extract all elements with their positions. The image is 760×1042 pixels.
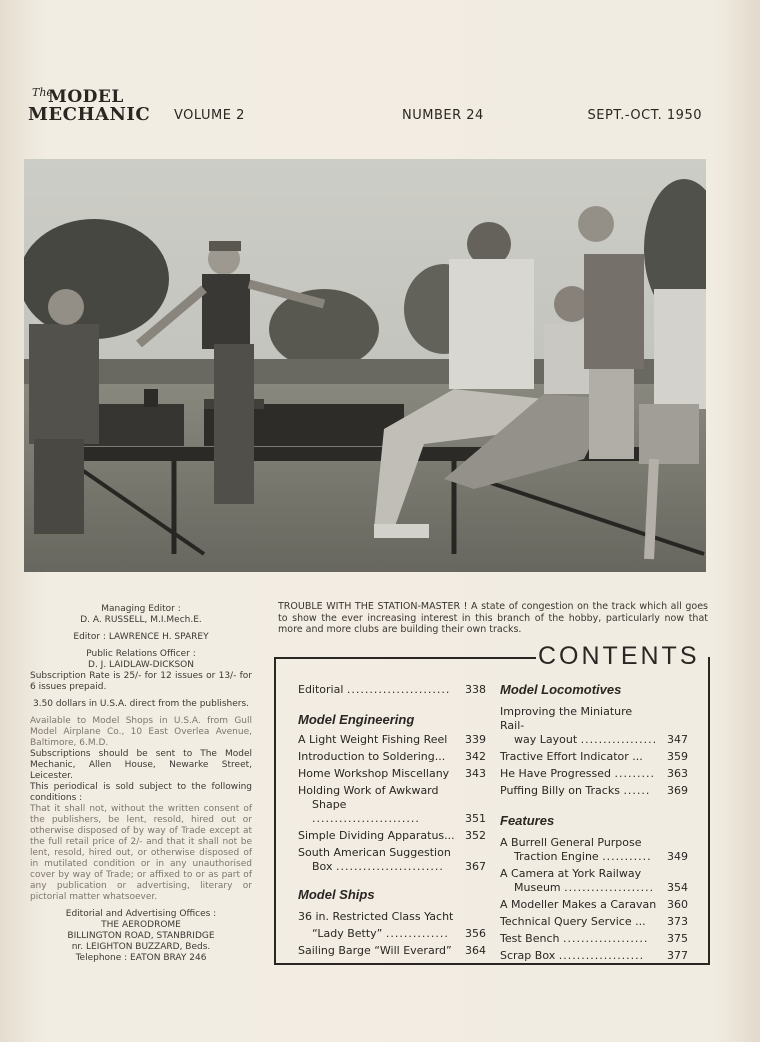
logo-line-2: MECHANIC bbox=[28, 104, 151, 125]
entry-title: Introduction to Soldering... bbox=[298, 750, 446, 763]
entry-page: 347 bbox=[667, 733, 688, 746]
contents-entry[interactable] bbox=[298, 750, 486, 764]
entry-page: 342 bbox=[465, 750, 486, 763]
cover-photograph bbox=[24, 159, 706, 572]
contents-entry[interactable] bbox=[500, 915, 688, 929]
entry-title-line-1: Holding Work of Awkward bbox=[298, 784, 439, 797]
masthead-credits bbox=[30, 604, 252, 964]
offices-label: Editorial and Advertising Offices : bbox=[65, 909, 217, 919]
contents-entry[interactable] bbox=[298, 944, 486, 958]
entry-page: 363 bbox=[667, 767, 688, 780]
entry-title: Test Bench bbox=[500, 932, 560, 945]
contents-heading: CONTENTS bbox=[538, 642, 700, 670]
logo-line-1: MODEL bbox=[48, 87, 124, 107]
entry-title: Editorial bbox=[298, 683, 344, 696]
contents-entry[interactable] bbox=[298, 829, 486, 843]
entry-page: 373 bbox=[667, 915, 688, 928]
entry-title-line-2: Traction Engine bbox=[514, 850, 599, 863]
entry-page: 359 bbox=[667, 750, 688, 763]
entry-page: 369 bbox=[667, 784, 688, 797]
conditions-text: That it shall not, without the written consent of the publishers, be lent, resold, hired out or otherwise disposed of by way of Trade except at the full retail price of 2/- and that it shall not be lent, resold, hired out, or otherwise disposed of in mutilated condition or in any unauthorised cover by way of Trade; or affixed to or as part of any publication or advertising, literary or pictorial matter whatsoever. bbox=[30, 804, 252, 902]
entry-title: Simple Dividing Apparatus... bbox=[298, 829, 455, 842]
entry-page: 375 bbox=[667, 932, 688, 945]
section-heading-engineering: Model Engineering bbox=[298, 712, 415, 727]
volume-label: VOLUME 2 bbox=[174, 108, 245, 123]
pro-label: Public Relations Officer : bbox=[86, 649, 196, 659]
managing-editor-label: Managing Editor : bbox=[101, 604, 181, 614]
issue-date: SEPT.-OCT. 1950 bbox=[587, 108, 702, 123]
section-heading-ships: Model Ships bbox=[298, 887, 375, 902]
entry-page: 343 bbox=[465, 767, 486, 780]
entry-title-line-1: A Burrell General Purpose bbox=[500, 836, 642, 849]
entry-title: Technical Query Service ... bbox=[500, 915, 646, 928]
entry-title-line-2: Box bbox=[312, 860, 333, 873]
entry-title-line-2: “Lady Betty” bbox=[312, 927, 383, 940]
contents-entry[interactable]: He Have Progressed ......... 363 bbox=[500, 767, 688, 780]
entry-title: Scrap Box bbox=[500, 949, 556, 962]
telephone: Telephone : EATON BRAY 246 bbox=[75, 953, 207, 963]
entry-title: Sailing Barge “Will Everard” bbox=[298, 944, 452, 957]
contents-entry[interactable] bbox=[500, 898, 688, 912]
contents-column-right bbox=[500, 683, 688, 963]
entry-title-line-1: South American Suggestion bbox=[298, 846, 451, 859]
contents-column-left bbox=[298, 683, 486, 958]
entry-page: 351 bbox=[465, 812, 486, 825]
entry-title-line-2: Museum bbox=[514, 881, 561, 894]
managing-editor-name: D. A. RUSSELL, M.I.Mech.E. bbox=[80, 615, 202, 625]
entry-title-line-1: Improving the Miniature Rail- bbox=[500, 705, 633, 732]
editor-label: Editor : bbox=[73, 632, 106, 642]
entry-page: 377 bbox=[667, 949, 688, 962]
contents-entry[interactable]: A Burrell General Purpose Traction Engine ........... 349 bbox=[500, 836, 688, 863]
office-line-3: nr. LEIGHTON BUZZARD, Beds. bbox=[71, 942, 211, 952]
entry-title: A Modeller Makes a Caravan bbox=[500, 898, 657, 911]
entry-page: 356 bbox=[465, 927, 486, 940]
entry-page: 367 bbox=[465, 860, 486, 873]
subscriptions-note: Subscriptions should be sent to The Model Mechanic, Allen House, Newarke Street, Leicester. bbox=[30, 749, 252, 781]
contents-entry[interactable] bbox=[298, 767, 486, 781]
entry-title: He Have Progressed bbox=[500, 767, 612, 780]
masthead bbox=[28, 84, 708, 128]
entry-title-line-2: way Layout bbox=[514, 733, 578, 746]
contents-entry[interactable]: Editorial ....................... 338 bbox=[298, 683, 486, 696]
entry-title: Home Workshop Miscellany bbox=[298, 767, 450, 780]
entry-page: 360 bbox=[667, 898, 688, 911]
logo-the: The bbox=[32, 86, 53, 99]
contents-entry[interactable]: South American Suggestion Box ........................ 367 bbox=[298, 846, 486, 873]
contents-entry[interactable]: 36 in. Restricted Class Yacht “Lady Betty” .............. 356 bbox=[298, 910, 486, 940]
entry-page: 338 bbox=[465, 683, 486, 696]
contents-entry[interactable]: A Camera at York Railway Museum .................... 354 bbox=[500, 867, 688, 894]
contents-entry[interactable] bbox=[500, 750, 688, 764]
usa-price: 3.50 dollars in U.S.A. direct from the publishers. bbox=[32, 699, 250, 709]
office-line-2: BILLINGTON ROAD, STANBRIDGE bbox=[67, 931, 215, 941]
section-heading-features: Features bbox=[500, 813, 555, 828]
entry-page: 364 bbox=[465, 944, 486, 957]
contents-entry[interactable]: Improving the Miniature Rail- way Layout ................. 347 bbox=[500, 705, 688, 746]
entry-page: 349 bbox=[667, 850, 688, 863]
entry-page: 339 bbox=[465, 733, 486, 746]
photo-caption: TROUBLE WITH THE STATION-MASTER ! A state of congestion on the track which all goes to show the ever increasing interest in this branch of the hobby, particularly now that more and more clubs are building their own tracks. bbox=[278, 601, 708, 635]
entry-page: 352 bbox=[465, 829, 486, 842]
contents-entry[interactable]: Holding Work of Awkward Shape ........................ 351 bbox=[298, 784, 486, 825]
conditions-intro: This periodical is sold subject to the following conditions : bbox=[30, 782, 252, 803]
usa-availability: Available to Model Shops in U.S.A. from Gull Model Airplane Co., 10 East Overlea Avenue, Baltimore, 6.M.D. bbox=[30, 716, 252, 748]
contents-entry[interactable]: Test Bench ................... 375 bbox=[500, 932, 688, 945]
pro-name: D. J. LAIDLAW-DICKSON bbox=[88, 660, 194, 670]
subscription-rate: Subscription Rate is 25/- for 12 issues or 13/- for 6 issues prepaid. bbox=[30, 671, 252, 692]
contents-entry[interactable] bbox=[298, 733, 486, 747]
entry-title-line-1: A Camera at York Railway bbox=[500, 867, 642, 880]
magazine-logo bbox=[28, 84, 158, 128]
entry-title-line-2: Shape bbox=[312, 798, 347, 811]
entry-title: Puffing Billy on Tracks bbox=[500, 784, 620, 797]
office-line-1: THE AERODROME bbox=[101, 920, 181, 930]
entry-title: Tractive Effort Indicator ... bbox=[500, 750, 643, 763]
section-heading-locomotives: Model Locomotives bbox=[500, 682, 622, 697]
editor-name: LAWRENCE H. SPAREY bbox=[108, 632, 209, 642]
entry-title-line-1: 36 in. Restricted Class Yacht bbox=[298, 910, 454, 923]
photo-illustration bbox=[24, 159, 706, 572]
contents-entry[interactable]: Puffing Billy on Tracks ...... 369 bbox=[500, 784, 688, 797]
contents-entry[interactable]: Scrap Box ................... 377 bbox=[500, 949, 688, 962]
entry-title: A Light Weight Fishing Reel bbox=[298, 733, 448, 746]
entry-page: 354 bbox=[667, 881, 688, 894]
issue-number: NUMBER 24 bbox=[402, 108, 484, 123]
